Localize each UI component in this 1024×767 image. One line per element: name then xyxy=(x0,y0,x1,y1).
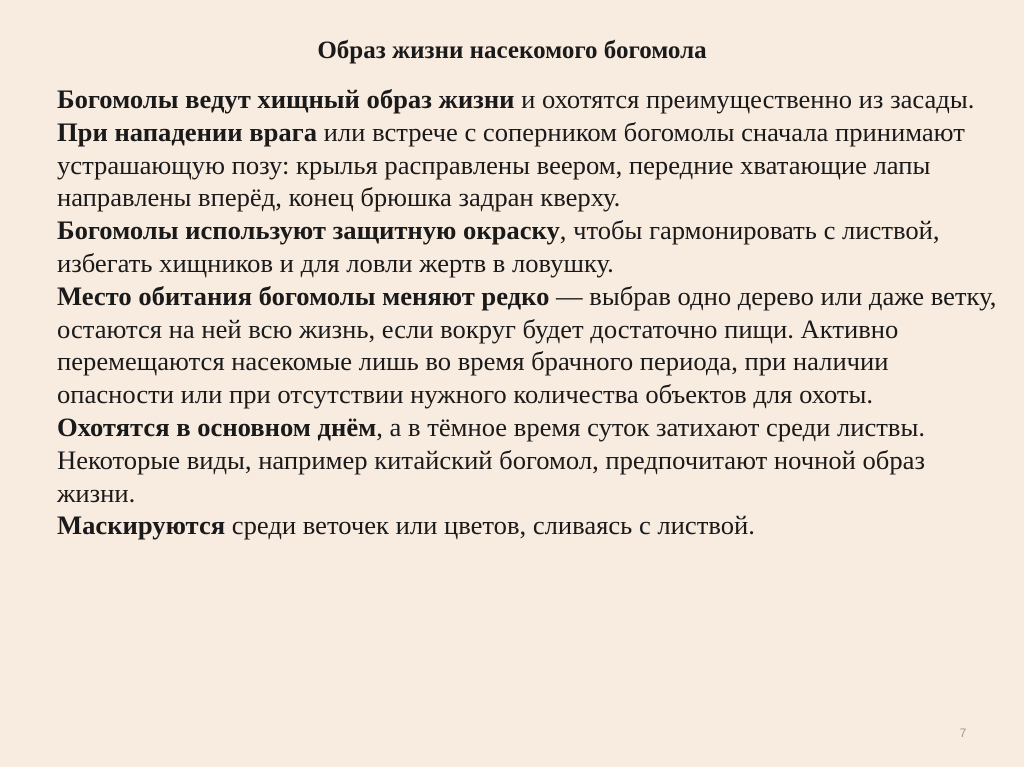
paragraph-text: и охотятся преимущественно из засады. xyxy=(514,84,975,114)
paragraph-bold: Охотятся в основном днём xyxy=(57,411,377,442)
paragraph-threat-pose xyxy=(57,116,997,214)
page-number: 7 xyxy=(959,726,967,740)
paragraph-text: среди веточек или цветов, сливаясь с листвой. xyxy=(225,510,755,541)
paragraph-masking xyxy=(57,509,997,542)
slide-title: Образ жизни насекомого богомола xyxy=(317,37,707,64)
slide-body xyxy=(57,83,997,542)
paragraph-text: — выбрав одно дерево или даже ветку, остаются на ней всю жизнь, если вокруг будет достаточно пищи. Активно перемещаются насекомые лишь во время брачного периода, при наличии опасности или при отсутствии нужного количества объектов для охоты. xyxy=(57,280,997,410)
paragraph-text: , а в тёмное время суток затихают среди листвы. Некоторые виды, например китайский богомол, предпочитают ночной образ жизни. xyxy=(57,411,925,508)
paragraph-bold: Богомолы используют защитную окраску xyxy=(57,215,560,246)
paragraph-text: или встрече с соперником богомолы сначала принимают устрашающую позу: крылья расправлены веером, передние хватающие лапы направлены вперёд, конец брюшка задран кверху. xyxy=(57,116,965,213)
paragraph-bold: Богомолы ведут хищный образ жизни xyxy=(57,84,515,114)
paragraph-habitat xyxy=(57,280,997,411)
paragraph-bold: При нападении врага xyxy=(57,116,318,147)
paragraph-camouflage-color xyxy=(57,214,997,280)
paragraph-text: , чтобы гармонировать с листвой, избегать хищников и для ловли жертв в ловушку. xyxy=(57,215,940,278)
paragraph-hunting xyxy=(57,83,997,116)
paragraph-bold: Маскируются xyxy=(57,510,226,541)
paragraph-day-activity xyxy=(57,411,997,509)
paragraph-bold: Место обитания богомолы меняют редко xyxy=(57,280,550,311)
